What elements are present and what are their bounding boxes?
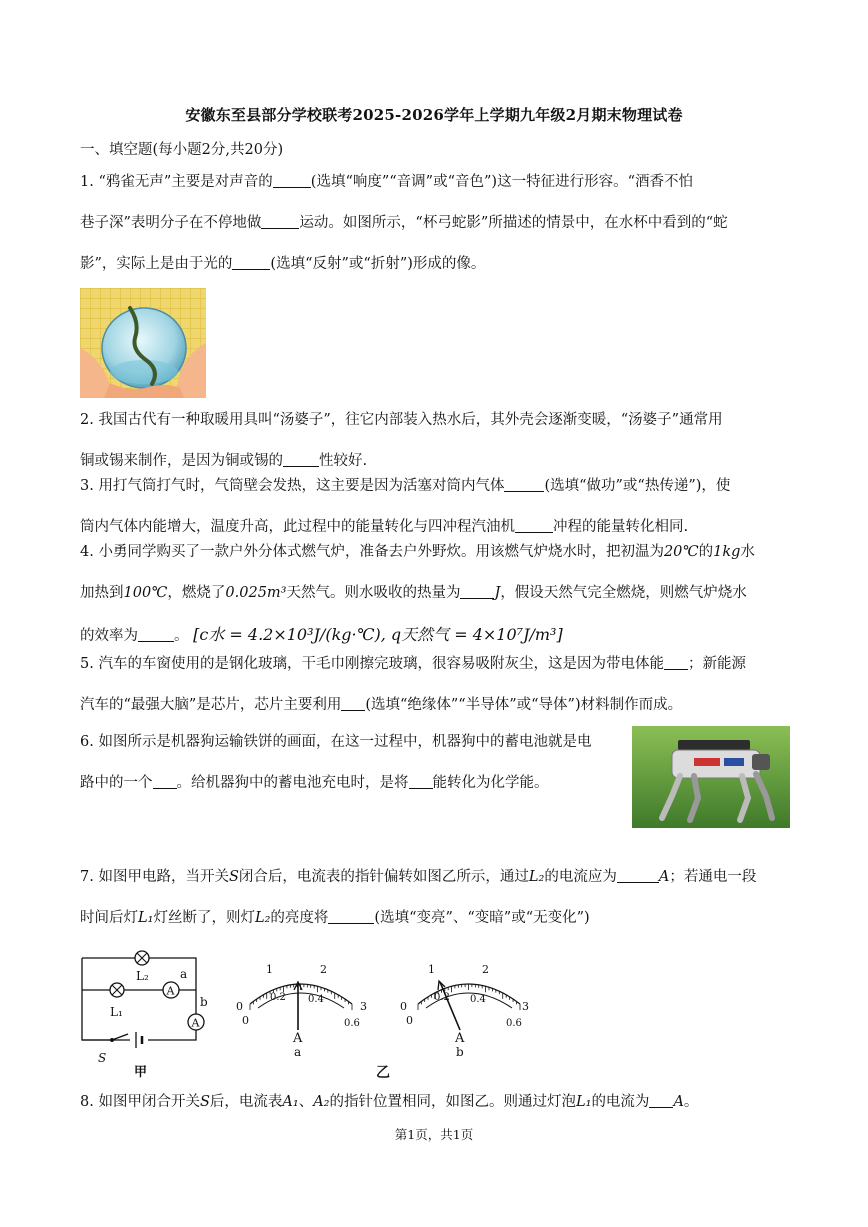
circuit-diagram xyxy=(76,944,216,1082)
ammeter-dial-b xyxy=(396,956,544,1060)
label-s: S xyxy=(98,1051,107,1065)
svg-text:0.4: 0.4 xyxy=(308,994,324,1005)
answer-blank[interactable] xyxy=(261,214,299,229)
svg-text:A: A xyxy=(293,1031,303,1046)
svg-text:A: A xyxy=(455,1031,465,1046)
answer-blank[interactable] xyxy=(617,868,659,883)
caption-jia: 甲 xyxy=(134,1065,148,1080)
ammeter-a xyxy=(163,982,179,998)
svg-text:0.4: 0.4 xyxy=(470,994,486,1005)
question-7: 7. 如图甲电路，当开关S闭合后，电流表的指针偏转如图乙所示，通过L₂的电流应为 A；若通电一段 时间后灯L₁灯丝断了，则灯L₂的亮度将 (选填“变亮”、“变暗”或“无变化”) xyxy=(80,869,757,926)
svg-text:0.2: 0.2 xyxy=(270,992,286,1003)
svg-text:1: 1 xyxy=(428,963,435,976)
svg-text:0: 0 xyxy=(406,1014,413,1027)
svg-text:2: 2 xyxy=(482,963,489,976)
answer-blank[interactable] xyxy=(328,909,374,924)
question-3: 3. 用打气筒打气时，气筒壁会发热，这主要是因为活塞对筒内气体 (选填“做功”或“热传递”)，使 筒内气体内能增大，温度升高，此过程中的能量转化与四冲程汽油机 冲程的能量转化相同. xyxy=(80,478,731,535)
svg-text:0.6: 0.6 xyxy=(344,1018,360,1029)
page-footer: 第1页，共1页 xyxy=(394,1127,474,1142)
answer-blank[interactable] xyxy=(504,477,544,492)
answer-blank[interactable] xyxy=(460,584,494,599)
answer-blank[interactable] xyxy=(515,518,553,533)
svg-text:a: a xyxy=(294,1045,302,1059)
svg-text:2: 2 xyxy=(320,963,327,976)
svg-text:A: A xyxy=(191,1016,200,1030)
answer-blank[interactable] xyxy=(232,255,270,270)
svg-text:0: 0 xyxy=(242,1014,249,1027)
label-l2: L₂ xyxy=(136,969,149,983)
question-6: 6. 如图所示是机器狗运输铁饼的画面，在这一过程中，机器狗中的蓄电池就是电 路中的一个 。给机器狗中的蓄电池充电时，是将 能转化为化学能。 xyxy=(80,734,592,791)
ammeter-dial-a xyxy=(228,956,376,1060)
svg-text:A: A xyxy=(166,984,175,998)
question-1: 1. “鸦雀无声”主要是对声音的 (选填“响度”“音调”或“音色”)这一特征进行形容。“酒香不怕 巷子深”表明分子在不停地做 运动。如图所示，“杯弓蛇影”所描述的情景中，在水杯中看到的“蛇 影”，实际上是由于光的 (选填“反射”或“折射”)形成的像。 xyxy=(80,174,728,272)
exam-title: 安徽东至县部分学校联考2025-2026学年上学期九年级2月期末物理试卷 xyxy=(185,106,683,124)
lamp-l2 xyxy=(135,951,149,965)
svg-text:b: b xyxy=(456,1045,464,1059)
label-a: a xyxy=(180,967,188,981)
question-8: 8. 如图甲闭合开关S后，电流表A₁、A₂的指针位置相同，如图乙。则通过灯泡L₁的电流为 A。 xyxy=(80,1094,699,1110)
ammeter-b xyxy=(188,1014,204,1030)
answer-blank[interactable] xyxy=(409,774,433,789)
answer-blank[interactable] xyxy=(649,1093,673,1108)
question-2: 2. 我国古代有一种取暖用具叫“汤婆子”，往它内部装入热水后，其外壳会逐渐变暖，“汤婆子”通常用 铜或锡来制作，是因为铜或锡的 性较好. xyxy=(80,412,723,469)
lamp-l1 xyxy=(110,983,124,997)
svg-text:0: 0 xyxy=(236,1000,243,1013)
cup-snake-image xyxy=(80,288,206,398)
question-5: 5. 汽车的车窗使用的是钢化玻璃，干毛巾刚擦完玻璃，很容易吸附灰尘，这是因为带电体能 ；新能源 汽车的“最强大脑”是芯片，芯片主要利用 (选填“绝缘体”“半导体”或“导体”)材料制作而成。 xyxy=(80,656,746,713)
answer-blank[interactable] xyxy=(138,627,174,642)
answer-blank[interactable] xyxy=(664,655,688,670)
svg-text:3: 3 xyxy=(522,1000,529,1013)
svg-text:0.2: 0.2 xyxy=(434,992,450,1003)
section-heading: 一、填空题(每小题2分,共20分) xyxy=(80,142,284,158)
question-4: 4. 小勇同学购买了一款户外分体式燃气炉，准备去户外野炊。用该燃气炉烧水时，把初温为20℃的1kg水 加热到100℃，燃烧了0.025m³天然气。则水吸收的热量为 J，假设天然气完全燃烧，则燃气炉烧水 的效率为 。 [c水 = 4.2×10³J/(kg·℃), q天然气 = 4×10⁷J/m³] xyxy=(80,544,755,644)
label-b: b xyxy=(200,995,208,1009)
svg-text:3: 3 xyxy=(360,1000,367,1013)
switch-s xyxy=(82,1034,128,1042)
answer-blank[interactable] xyxy=(283,452,319,467)
svg-text:0.6: 0.6 xyxy=(506,1018,522,1029)
needle-b xyxy=(440,982,460,1030)
caption-yi: 乙 xyxy=(376,1065,390,1081)
svg-text:1: 1 xyxy=(266,963,273,976)
given-constants: [c水 = 4.2×10³J/(kg·℃), q天然气 = 4×10⁷J/m³] xyxy=(193,625,563,644)
answer-blank[interactable] xyxy=(341,696,365,711)
svg-text:0: 0 xyxy=(400,1000,407,1013)
label-l1: L₁ xyxy=(110,1005,123,1019)
robot-dog-image xyxy=(632,726,790,828)
answer-blank[interactable] xyxy=(153,774,177,789)
answer-blank[interactable] xyxy=(273,173,311,188)
